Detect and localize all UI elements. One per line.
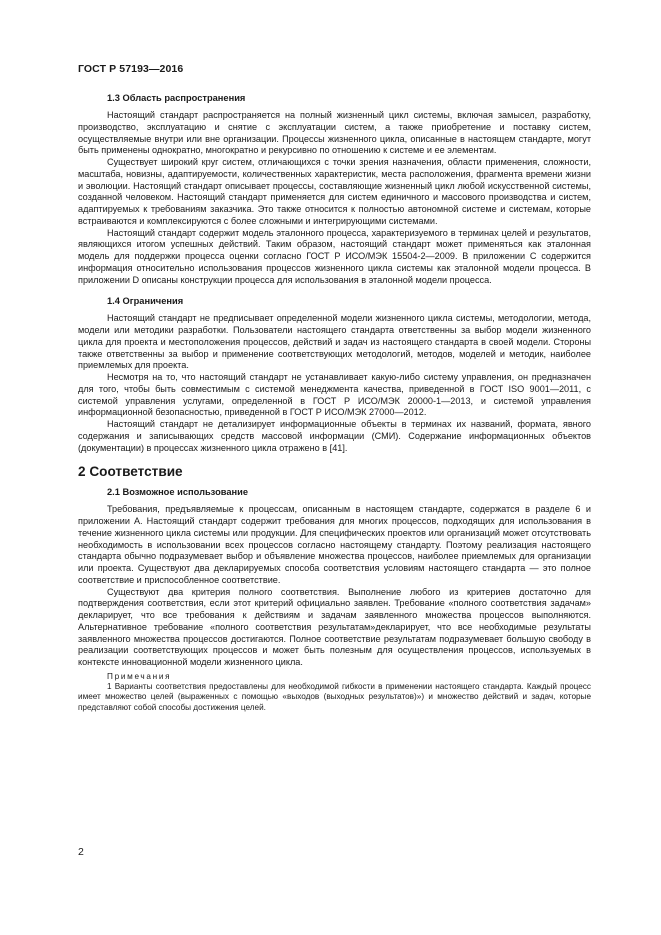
section-limitations xyxy=(78,295,591,454)
paragraph: Существует широкий круг систем, отличающихся с точки зрения назначения, области применения, сложности, масштаба, новизны, адаптируемости, количественных характеристик, места расположения, фрагмента времени жизни и эволюции. Настоящий стандарт описывает процессы, составляющие жизненный цикл любой искусственной системы, созданной человеком. Настоящий стандарт применяется для систем единичного и массового производства и систем, адаптируемых к требованиям заказчика. Это также относится к полностью автономной системе и системам, которые встраиваются и комплексируются с более сложными и интегрирующими системами. xyxy=(78,157,591,226)
paragraph: Существуют два критерия полного соответствия. Выполнение любого из критериев достаточно для подтверждения соответствия, если этот критерий официально заявлен. Требование «полного соответствия задачам» декларирует, что все требования к действиям и задачам заявленного множества процессов выполняются. Альтернативное требование «полного соответствия результатам»декларирует, что все необходимые результаты заявленного множества процессов достигаются. Полное соответствие результатам подразумевает большую свободу в реализации соответствующих процессов и может быть полезным для осуществления процессов, используемых в контексте инновационной модели жизненного цикла. xyxy=(78,586,591,667)
paragraph: Настоящий стандарт не детализирует информационные объекты в терминах их названий, формата, явного содержания и записывающих средств массовой информации (СМИ). Содержание информационных объектов (документации) в процессах жизненного цикла отражено в [41]. xyxy=(78,419,591,453)
paragraph: Настоящий стандарт не предписывает определенной модели жизненного цикла системы, методологии, метода, модели или методики разработки. Пользователи настоящего стандарта ответственны за выбор модели жизненного цикла для проекта и местоположения процессов, действий и задач из настоящего стандарта в своей модели. Стороны также ответственны за выбор и применение соответствующих методологий, методов, моделей и методик, наиболее приемлемых для проекта. xyxy=(78,313,591,371)
section-heading: 1.3 Область распространения xyxy=(107,93,246,103)
section-possible-use xyxy=(78,486,591,713)
notes-title: Примечания xyxy=(107,671,172,681)
section-heading: 2.1 Возможное использование xyxy=(107,487,249,498)
standard-code: ГОСТ Р 57193—2016 xyxy=(78,63,184,75)
paragraph: Требования, предъявляемые к процессам, описанным в настоящем стандарте, содержатся в разделе 6 и приложении А. Настоящий стандарт содержит требования для многих процессов, подходящих для использования в течение жизненного цикла системы или продукции. Для специфических проектов или организаций может отсутствовать необходимость в использовании всех процессов согласно настоящему стандарту. Поэтому реализация настоящего стандарта обычно подразумевает выбор и объявление множества процессов, наиболее приемлемых для организации или проекта. Существуют два декларируемых способа соответствия условиям настоящего стандарта — это полное соответствие и приспособленное соответствие. xyxy=(78,504,591,585)
chapter-heading: 2 Соответствие xyxy=(78,464,183,480)
paragraph: Несмотря на то, что настоящий стандарт не устанавливает какую-либо систему управления, он предназначен для того, чтобы быть совместимым с системой менеджмента качества, приведенной в ГОСТ ISO 9001—2011, с системой управления услугами, определенной в ГОСТ Р ИСО/МЭК 20000-1—2013, и системой управления информационной безопасностью, приведенной в ГОСТ Р ИСО/МЭК 27000—2012. xyxy=(78,372,591,418)
note: 1 Варианты соответствия предоставлены для необходимой гибкости в применении настоящего стандарта. Каждый процесс имеет множество целей (выраженных с помощью «выходов (выходных результатов)») и множество действий и задач, которые представляют собой способы достижения целей. xyxy=(78,681,591,712)
section-heading: 1.4 Ограничения xyxy=(107,296,184,307)
page-number: 2 xyxy=(78,846,84,858)
paragraph: Настоящий стандарт содержит модель эталонного процесса, характеризуемого в терминах целей и результатов, являющихся итогом успешных действий. Таким образом, настоящий стандарт может применяться как эталонная модель для поддержки процесса оценки согласно ГОСТ Р ИСО/МЭК 15504-2—2009. В приложении С содержится информация относительно использования процессов жизненного цикла системы как эталонной модели процесса. В приложении D описаны конструкции процесса для использования в эталонной модели процесса. xyxy=(78,227,591,285)
section-scope xyxy=(78,92,591,286)
page-content xyxy=(78,92,591,723)
paragraph: Настоящий стандарт распространяется на полный жизненный цикл системы, включая замысел, разработку, производство, эксплуатацию и снятие с эксплуатации систем, а также приобретение и поставку систем, осуществляемые внутри или вне организации. Процессы жизненного цикла, описанные в настоящем стандарте, могут быть применены однократно, многократно и рекурсивно по отношению к системе и ее элементам. xyxy=(78,110,591,156)
